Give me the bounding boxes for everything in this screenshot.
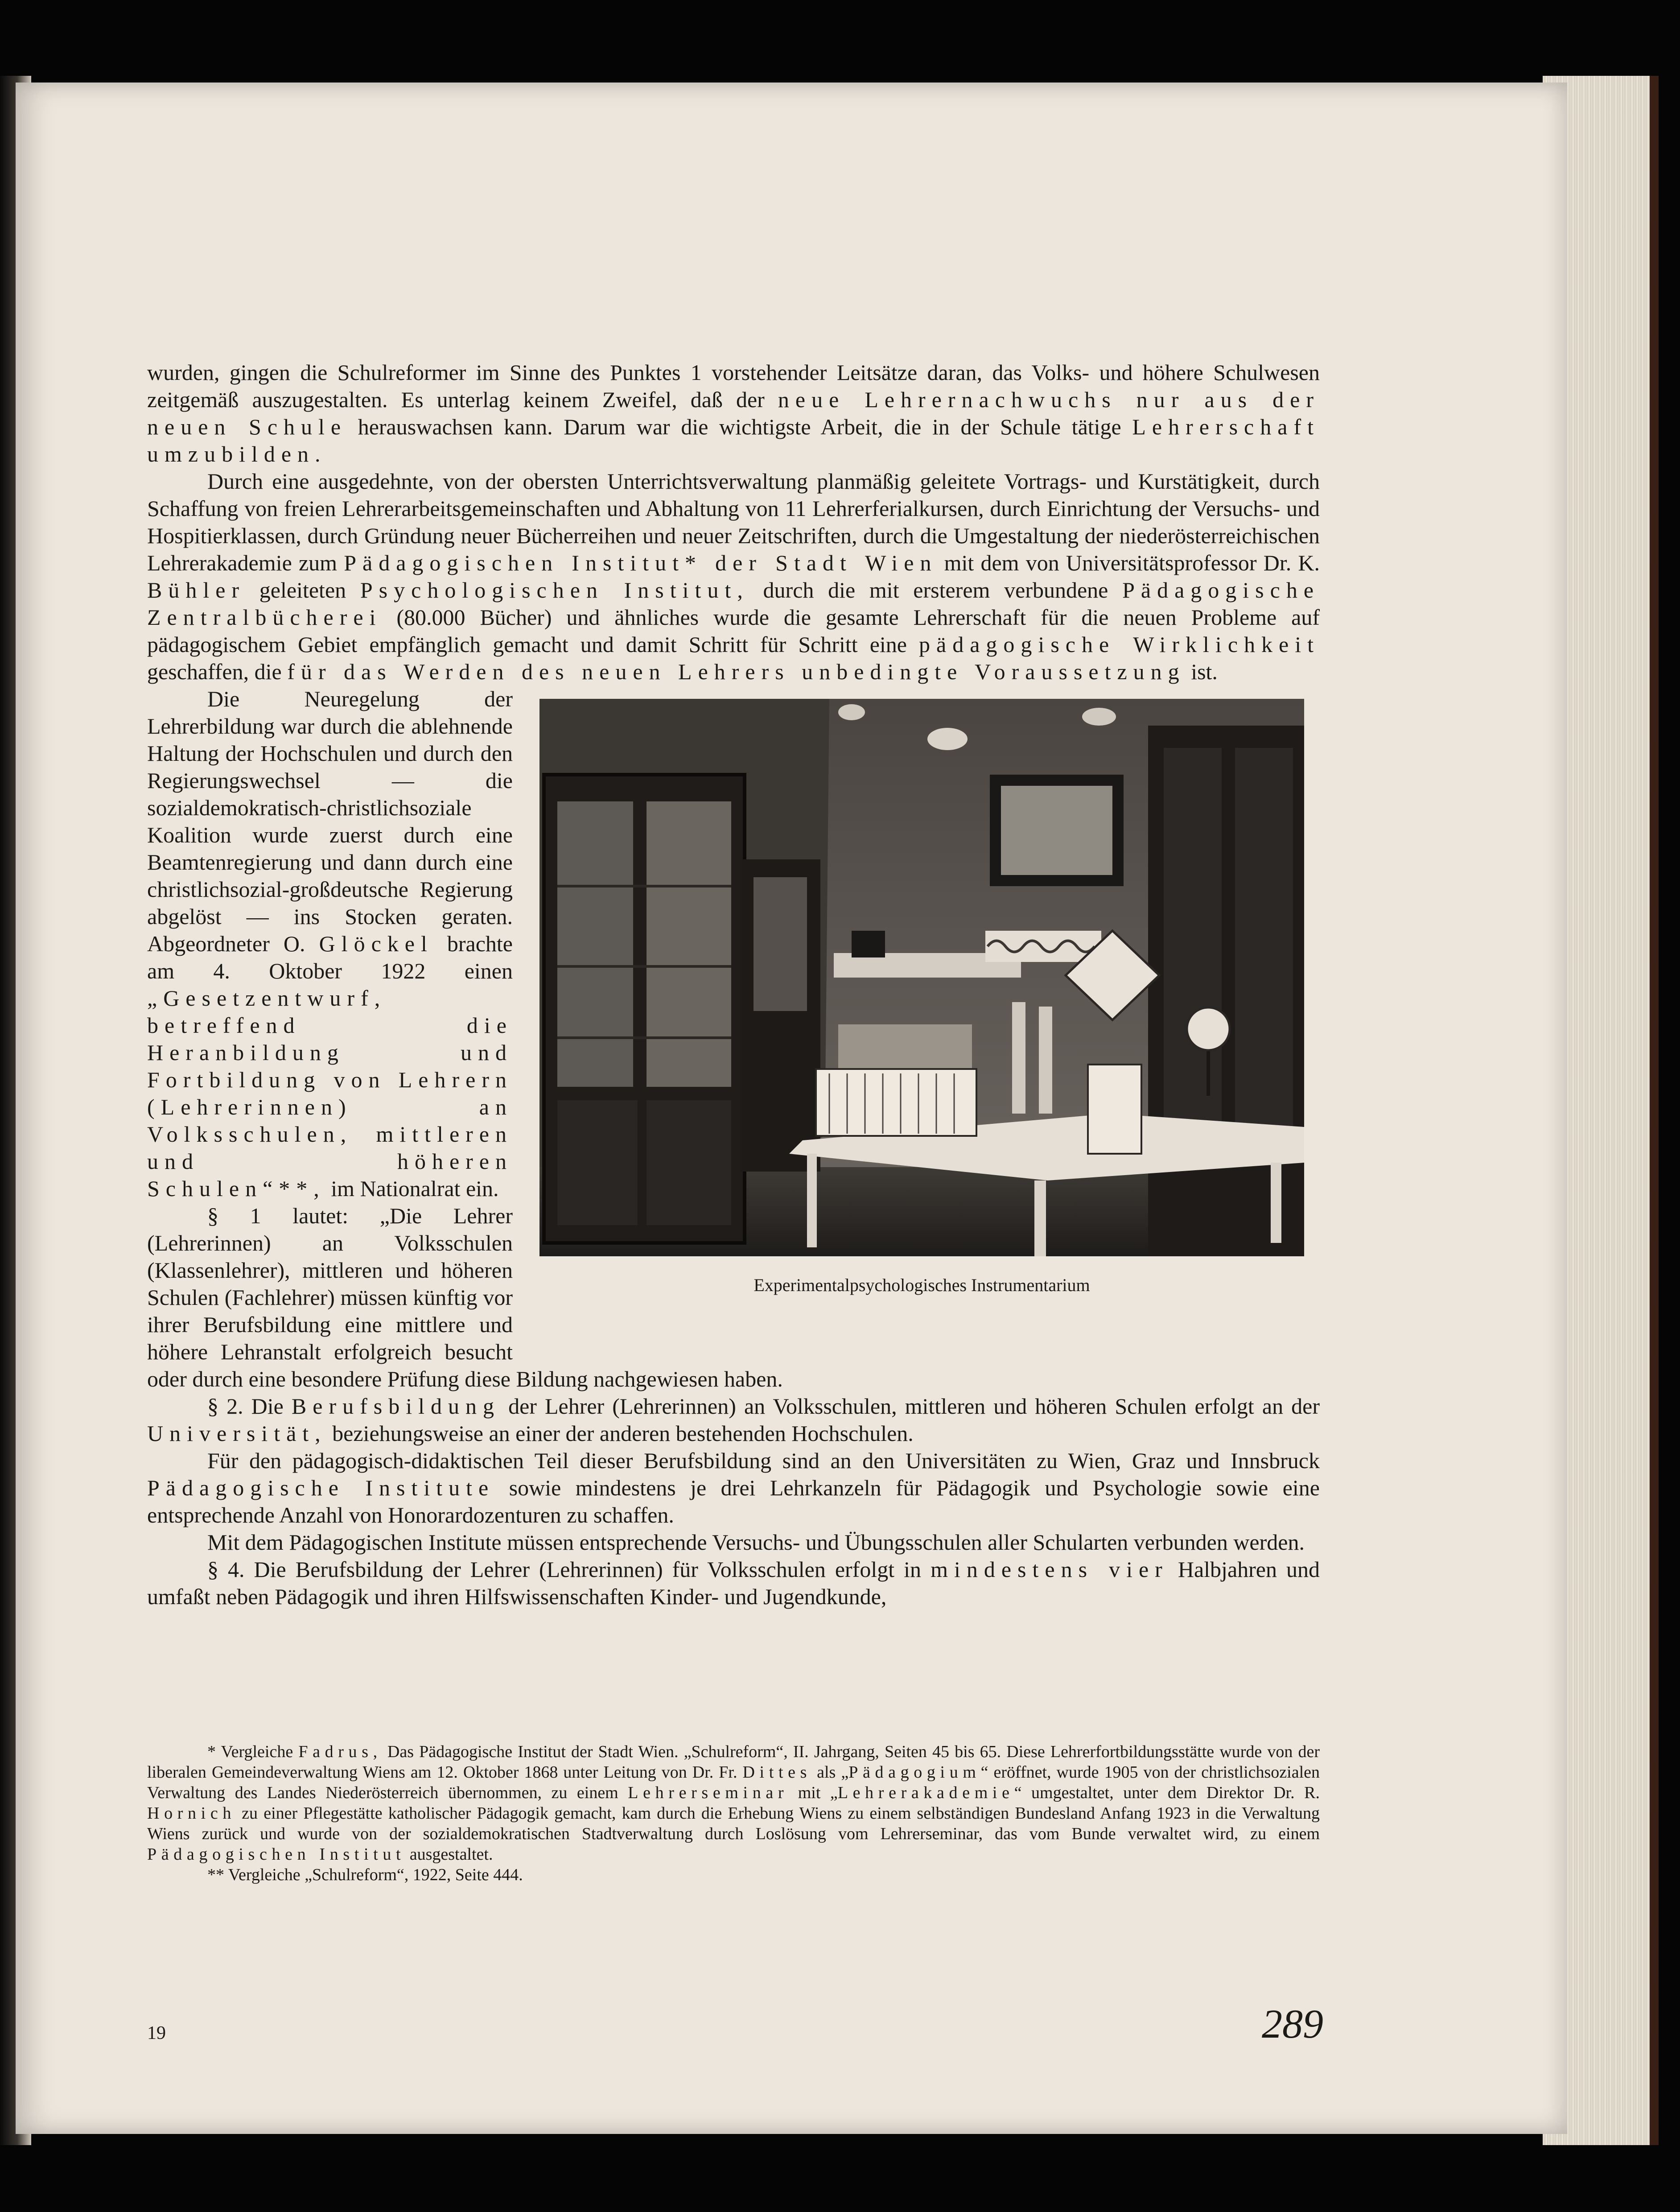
page-number: 289 — [1262, 2001, 1323, 2047]
book-page — [16, 83, 1567, 2134]
paragraph-6: Für den pädagogisch-didaktischen Teil dieser Berufsbildung sind an den Universitäten zu Wien, Graz und Innsbruck Pädagogische Institute sowie mindestens je drei Lehrkanzeln für Pädagogik und Psychologie sowie eine entsprechende Anzahl von Honorardozenturen zu schaffen. — [147, 1448, 1320, 1527]
figure — [539, 694, 1320, 1354]
footnotes — [147, 1742, 1320, 1885]
footnote-2: ** Vergleiche „Schulreform“, 1922, Seite 444. — [207, 1865, 523, 1884]
paragraph-8: § 4. Die Berufsbildung der Lehrer (Lehrerinnen) für Volksschulen erfolgt in mindestens vier Halbjahren und umfaßt neben Pädagogik und ihren Hilfswissenschaften Kinder- und Jugendkunde, — [147, 1557, 1320, 1609]
body-text — [147, 359, 1320, 1610]
signature-mark: 19 — [147, 2023, 166, 2043]
paragraph-7: Mit dem Pädagogischen Institute müssen entsprechende Versuchs- und Übungsschulen aller Schularten verbunden werden. — [207, 1530, 1305, 1555]
footnote-1: * Vergleiche Fadrus, Das Pädagogische Institut der Stadt Wien. „Schulreform“, II. Jahrgang, Seiten 45 bis 65. Diese Lehrerfortbildungsstätte wurde von der liberalen Gemeindeverwaltung Wiens am 12. Oktober 1868 unter Leitung von Dr. Fr. Dittes als „Pädagogium“ eröffnet, wurde 1905 von der christlichsozialen Verwaltung des Landes Niederösterreich übernommen, zu einem Lehrerseminar mit „Lehrerakademie“ umgestaltet, unter dem Direktor Dr. R. Hornich zu einer Pflegestätte katholischer Pädagogik gemacht, kam durch die Erhebung Wiens zu einem selbständigen Bundesland Anfang 1923 in die Verwaltung Wiens zurück und wurde von der sozialdemokratischen Stadtverwaltung durch Loslösung vom Lehrerseminar, das vom Bunde verwaltet wird, zu einem Pädagogischen Institut ausgestaltet. — [147, 1742, 1320, 1864]
laboratory-photograph-drawing — [539, 699, 1304, 1256]
paragraph-4: § 1 lautet: „Die Lehrer (Lehrerinnen) an Volksschulen (Klassenlehrer), mittleren und höheren Schulen (Fachlehrer) müssen künftig vor ihrer Berufsbildung eine mittlere und höhere Lehranstalt erfolgreich besucht oder durch eine besondere Prüfung diese Bildung nachgewiesen haben. — [147, 1203, 783, 1391]
paragraph-5: § 2. Die Berufsbildung der Lehrer (Lehrerinnen) an Volksschulen, mittleren und höheren Schulen erfolgt an der Universität, beziehungsweise an einer der anderen bestehenden Hochschulen. — [147, 1394, 1320, 1446]
figure-caption: Experimentalpsychologisches Instrumentarium — [754, 1275, 1090, 1295]
paragraph-2: Durch eine ausgedehnte, von der obersten Unterrichtsverwaltung planmäßig geleitete Vortrags- und Kurstätigkeit, durch Schaffung von freien Lehrerarbeitsgemeinschaften und Abhaltung von 11 Lehrerferialkursen, durch Einrichtung der Versuchs- und Hospitierklassen, durch Gründung neuer Bücherreihen und neuer Zeitschriften, durch die Umgestaltung der niederösterreichischen Lehrerakademie zum Pädagogischen Institut* der Stadt Wien mit dem von Universitätsprofessor Dr. K. Bühler geleiteten Psychologischen Institut, durch die mit ersterem verbundene Pädagogische Zentralbücherei (80.000 Bücher) und ähnliches wurde die gesamte Lehrerschaft für die neuen Probleme auf pädagogischem Gebiet empfänglich gemacht und damit Schritt für Schritt eine pädagogische Wirklichkeit geschaffen, die für das Werden des neuen Lehrers unbedingte Voraussetzung ist. — [147, 469, 1320, 684]
laboratory-photograph — [539, 699, 1304, 1256]
paragraph-1: wurden, gingen die Schulreformer im Sinne des Punktes 1 vorstehender Leitsätze daran, das Volks- und höhere Schulwesen zeitgemäß auszugestalten. Es unterlag keinem Zweifel, daß der neue Lehrernachwuchs nur aus der neuen Schule herauswachsen kann. Darum war die wichtigste Arbeit, die in der Schule tätige Lehrerschaft umzubilden. — [147, 360, 1320, 466]
paragraph-3: Die Neuregelung der Lehrerbildung war durch die ablehnende Haltung der Hochschulen und durch den Regierungswechsel — die sozialdemokratisch-christlichsoziale Koalition wurde zuerst durch eine Beamtenregierung und dann durch eine christlichsozial-großdeutsche Regierung abgelöst — ins Stocken geraten. Abgeordneter O. Glöckel brachte am 4. Oktober 1922 einen „Gesetzentwurf, betreffend die Heranbildung und Fortbildung von Lehrern (Lehrerinnen) an Volksschulen, mittleren und höheren Schulen“**, im Nationalrat ein. — [147, 686, 513, 1201]
